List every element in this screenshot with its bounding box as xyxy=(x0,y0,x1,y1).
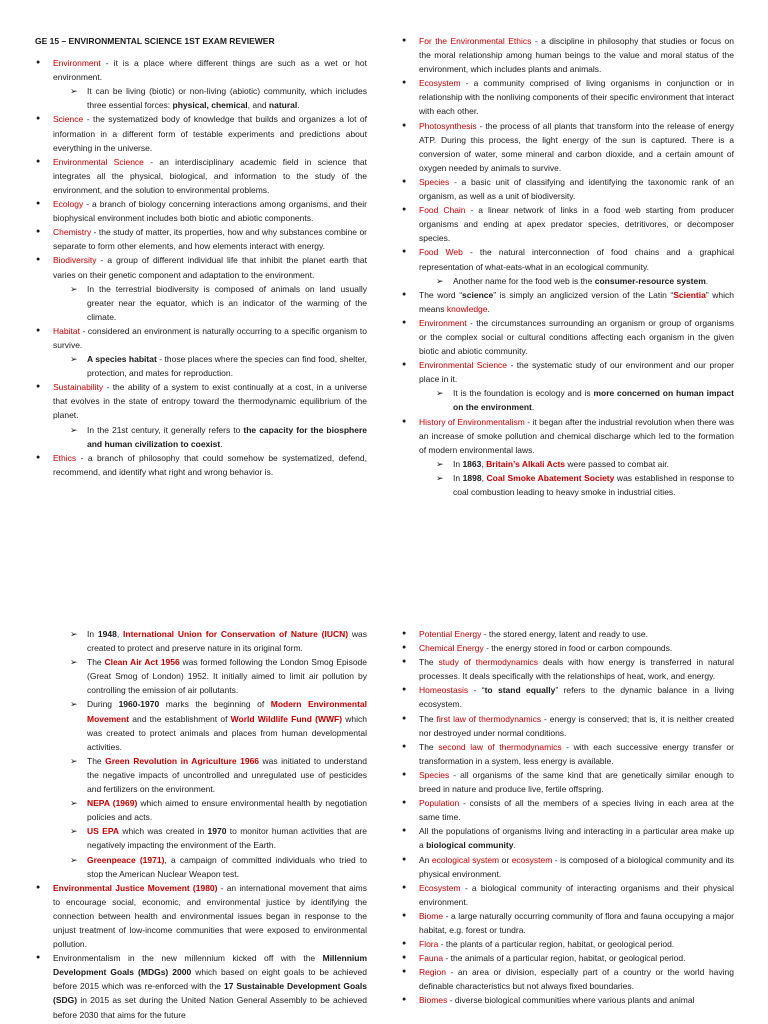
sub-item: ➢ In 1898, Coal Smoke Abatement Society was established in response to coal combustion leading to heavy smoke in industrial cities. xyxy=(401,471,734,499)
list-item: ● Biodiversity - a group of different individual life that inhibit the planet earth that varies on their genetic component and adaptation to the environment. xyxy=(35,253,367,281)
sub-item: ➢ Greenpeace (1971), a campaign of committed individuals who tried to stop the American Nuclear Weapon test. xyxy=(35,853,367,881)
column-3 xyxy=(35,627,367,1022)
sub-item: ➢ It is the foundation is ecology and is more concerned on human impact on the environment. xyxy=(401,386,734,414)
sub-item: ➢ It can be living (biotic) or non-living (abiotic) community, which includes three essential forces: physical, chemical, and natural. xyxy=(35,84,367,112)
sub-item: ➢ The Green Revolution in Agriculture 1966 was initiated to understand the negative impacts of uncontrolled and unregulated use of pesticides and fertilizers on the environment. xyxy=(35,754,367,796)
list-item: ● Species - all organisms of the same kind that are genetically similar enough to breed in nature and produce live, fertile offspring. xyxy=(401,768,734,796)
list-item: ● Environment - the circumstances surrounding an organism or group of organisms or the complex social or cultural conditions affecting each organism in the given biotic and abiotic community. xyxy=(401,316,734,358)
list-item: ● Population - consists of all the members of a species living in each area at the same time. xyxy=(401,796,734,824)
list-item: ● Homeostasis - “to stand equally” refers to the dynamic balance in a living ecosystem. xyxy=(401,683,734,711)
list-item: ● Environmental Science - the systematic study of our environment and our proper place in it. xyxy=(401,358,734,386)
list-item: ● Food Web - the natural interconnection of food chains and a graphical representation of what-eats-what in an ecological community. xyxy=(401,245,734,273)
list-item: ● The first law of thermodynamics - energy is conserved; that is, it is neither created nor destroyed under normal conditions. xyxy=(401,712,734,740)
list-item: ● Environmental Justice Movement (1980) - an international movement that aims to encourage social, economic, and environmental justice by identifying the connection between health and environmental issues began in response to the unjust treatment of low-income communities that were exposed to environmental pollution. xyxy=(35,881,367,951)
sub-item: ➢ NEPA (1969) which aimed to ensure environmental health by negotiation policies and acts. xyxy=(35,796,367,824)
list-item: ● Chemical Energy - the energy stored in food or carbon compounds. xyxy=(401,641,734,655)
list-item: ● Food Chain - a linear network of links in a food web starting from producer organisms and ending at apex predator species, detritivores, or decomposer species. xyxy=(401,203,734,245)
definition-list xyxy=(35,56,367,479)
list-item: ● Region - an area or division, especially part of a country or the world having definable characteristics but not always fixed boundaries. xyxy=(401,965,734,993)
list-item: ● For the Environmental Ethics - a discipline in philosophy that studies or focus on the moral relationship among human beings to the value and moral status of the environment, which includes plants and animals. xyxy=(401,34,734,76)
sub-item: ➢ A species habitat - those places where the species can find food, shelter, protection, and mates for reproduction. xyxy=(35,352,367,380)
list-item: ● The study of thermodynamics deals with how energy is transferred in natural processes. It deals specifically with the relationships of heat, work, and energy. xyxy=(401,655,734,683)
list-item: ● The second law of thermodynamics - with each successive energy transfer or transformation in a system, less energy is available. xyxy=(401,740,734,768)
list-item: ● History of Environmentalism - it began after the industrial revolution when there was an increase of smoke pollution and chemical discharge which led to the formation of modern environmental laws. xyxy=(401,415,734,457)
list-item: ● An ecological system or ecosystem - is composed of a biological community and its physical environment. xyxy=(401,853,734,881)
definition-list xyxy=(401,34,734,499)
list-item: ● Ethics - a branch of philosophy that could somehow be systematized, defend, recommend, and identify what right and wrong behavior is. xyxy=(35,451,367,479)
column-4 xyxy=(401,627,734,1008)
sub-item: ➢ During 1960-1970 marks the beginning of Modern Environmental Movement and the establishment of World Wildlife Fund (WWF) which was created to protect animals and places from human developmental activities. xyxy=(35,697,367,753)
list-item: ● Flora - the plants of a particular region, habitat, or geological period. xyxy=(401,937,734,951)
sub-item: ➢ In 1863, Britain’s Alkali Acts were passed to combat air. xyxy=(401,457,734,471)
sub-item: ➢ In 1948, International Union for Conservation of Nature (IUCN) was created to protect and preserve nature in its original form. xyxy=(35,627,367,655)
list-item: ● Environment - it is a place where different things are such as a wet or hot environment. xyxy=(35,56,367,84)
sub-item: ➢ In the terrestrial biodiversity is composed of animals on land usually greater near the equator, which is an indicator of the warming of the climate. xyxy=(35,282,367,324)
page-title: GE 15 – ENVIRONMENTAL SCIENCE 1ST EXAM REVIEWER xyxy=(35,36,275,46)
sub-item: ➢ In the 21st century, it generally refers to the capacity for the biosphere and human civilization to coexist. xyxy=(35,423,367,451)
list-item: ● Fauna - the animals of a particular region, habitat, or geological period. xyxy=(401,951,734,965)
list-item: ● Ecology - a branch of biology concerning interactions among organisms, and their biophysical environment includes both biotic and abiotic components. xyxy=(35,197,367,225)
list-item: ● All the populations of organisms living and interacting in a particular area make up a biological community. xyxy=(401,824,734,852)
list-item: ● Science - the systematized body of knowledge that builds and organizes a lot of information in a different form of testable experiments and predictions about everything in the universe. xyxy=(35,112,367,154)
list-item: ● Species - a basic unit of classifying and identifying the taxonomic rank of an organism, as well as a unit of biodiversity. xyxy=(401,175,734,203)
sub-item: ➢ The Clean Air Act 1956 was formed following the London Smog Episode (Great Smog of London) 1952. It initially aimed to limit air pollution by controlling the emission of air pollutants. xyxy=(35,655,367,697)
list-item: ● Chemistry - the study of matter, its properties, how and why substances combine or separate to form other elements, and how elements interact with energy. xyxy=(35,225,367,253)
list-item: ● Ecosystem - a biological community of interacting organisms and their physical environment. xyxy=(401,881,734,909)
list-item: ● Environmentalism in the new millennium kicked off with the Millennium Development Goals (MDGs) 2000 which based on eight goals to be achieved before 2015 which was re-enforced with the 17 Sustainable Development Goals (SDG) in 2015 as set during the United Nation General Assembly to be achieved before 2030 that aims for the future xyxy=(35,951,367,1021)
list-item: ● Biomes - diverse biological communities where various plants and animal xyxy=(401,993,734,1007)
list-item: ● Biome - a large naturally occurring community of flora and fauna occupying a major habitat, e.g. forest or tundra. xyxy=(401,909,734,937)
list-item: ● Ecosystem - a community comprised of living organisms in conjunction or in relationship with the nonliving components of their specific environment that interact with each other. xyxy=(401,76,734,118)
list-item: ● The word “science” is simply an anglicized version of the Latin “Scientia” which means knowledge. xyxy=(401,288,734,316)
list-item: ● Sustainability - the ability of a system to exist continually at a cost, in a universe that evolves in the state of entropy toward the thermodynamic equilibrium of the planet. xyxy=(35,380,367,422)
list-item: ● Environmental Science - an interdisciplinary academic field in science that integrates all the physical, biological, and information to the study of the environment, and the solution to environmental problems. xyxy=(35,155,367,197)
sub-item: ➢ US EPA which was created in 1970 to monitor human activities that are negatively impacting the environment of the Earth. xyxy=(35,824,367,852)
list-item: ● Potential Energy - the stored energy, latent and ready to use. xyxy=(401,627,734,641)
list-item: ● Habitat - considered an environment is naturally occurring to a specific organism to survive. xyxy=(35,324,367,352)
definition-list xyxy=(401,627,734,1008)
column-2 xyxy=(401,34,734,499)
sub-item: ➢ Another name for the food web is the consumer-resource system. xyxy=(401,274,734,288)
list-item: ● Photosynthesis - the process of all plants that transform into the release of energy ATP. During this process, the light energy of the sun is captured. There is a conversion of water, some mineral and carbon dioxide, and a certain amount of oxygen needed by animals to survive. xyxy=(401,119,734,175)
definition-list xyxy=(35,627,367,1022)
column-1 xyxy=(35,34,367,479)
